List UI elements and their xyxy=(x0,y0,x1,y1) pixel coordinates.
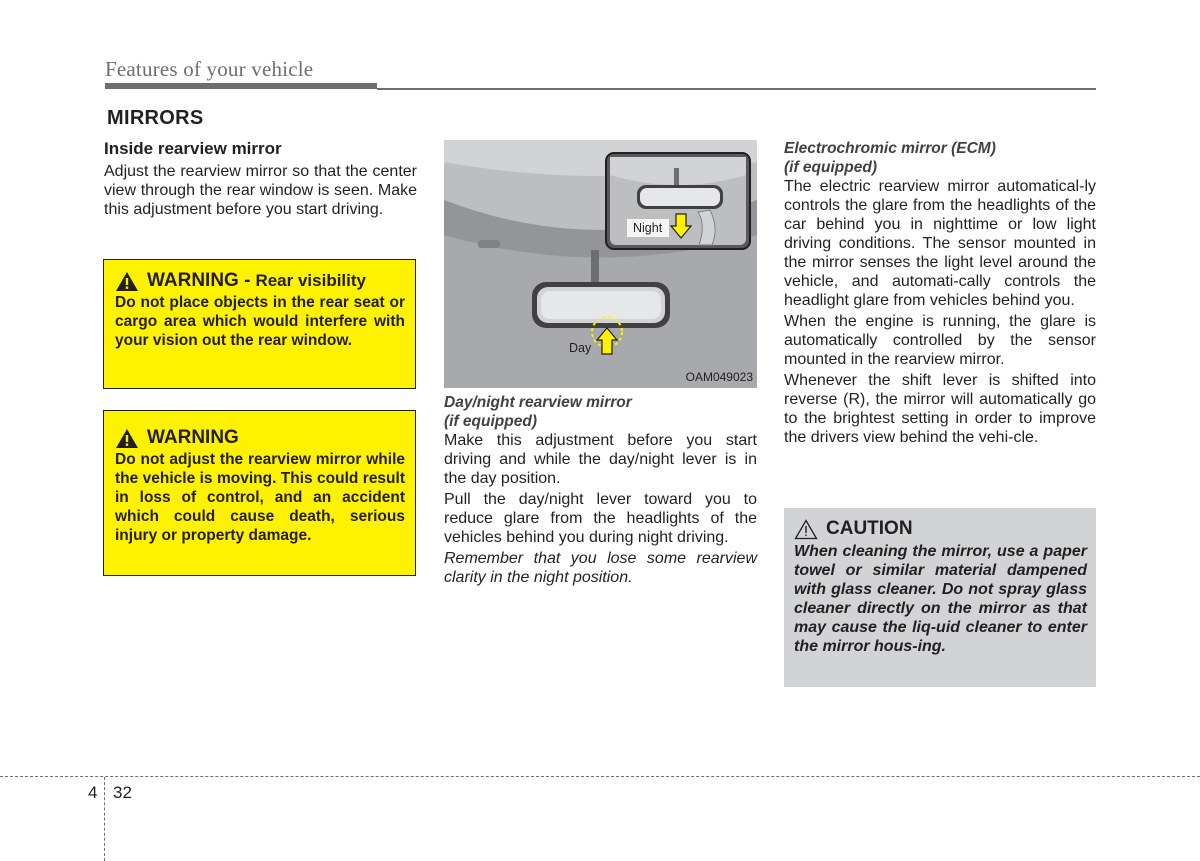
header-rule xyxy=(105,83,377,89)
footer-divider xyxy=(104,777,105,861)
header-rule-thin xyxy=(377,88,1096,90)
warning-label: WARNING - xyxy=(147,270,251,291)
section-header: Features of your vehicle xyxy=(105,57,314,81)
warning-rear-visibility-box xyxy=(103,259,416,389)
caution-title xyxy=(794,518,1087,540)
ecm-para: When the engine is running, the glare is automatically controlled by the sensor mounted in the rearview mirror. xyxy=(784,313,1096,368)
mirror-illustration xyxy=(444,140,757,388)
left-column xyxy=(104,139,417,221)
night-label: Night xyxy=(633,221,663,235)
day-night-para: Make this adjustment before you start driving and while the day/night lever is in the day position. xyxy=(444,432,757,487)
caution-body: When cleaning the mirror, use a paper towel or similar material dampened with glass cleaner. Do not spray glass cleaner directly on the mirror as that may cause the liq-uid cleaner to enter the mirror hous-ing. xyxy=(794,543,1087,655)
ecm-para: Whenever the shift lever is shifted into reverse (R), the mirror will automatically go to the brightest setting in order to improve the drivers view behind the vehi-cle. xyxy=(784,372,1096,446)
figure-code: OAM049023 xyxy=(685,370,753,384)
day-night-para: Pull the day/night lever toward you to reduce glare from the headlights of the vehicles behind you during night driving. xyxy=(444,491,757,546)
caution-label: CAUTION xyxy=(826,518,913,539)
warning-subject: Rear visibility xyxy=(255,271,366,290)
warning-adjust-box xyxy=(103,410,416,576)
inside-mirror-body: Adjust the rearview mirror so that the center view through the rear window is seen. Make this adjustment before you start driving. xyxy=(104,163,417,218)
inside-mirror-heading: Inside rearview mirror xyxy=(104,139,282,158)
rearview-mirror-figure xyxy=(444,140,757,388)
page-title: MIRRORS xyxy=(107,107,204,129)
day-label: Day xyxy=(569,341,592,355)
warning-title xyxy=(115,270,405,292)
middle-column xyxy=(444,393,757,587)
day-night-note: Remember that you lose some rearview clarity in the night position. xyxy=(444,550,757,586)
chapter-number: 4 xyxy=(88,783,98,802)
footer-rule xyxy=(0,776,1200,777)
day-night-heading-line2: (if equipped) xyxy=(444,413,537,430)
caution-box xyxy=(784,508,1096,687)
warning-body: Do not place objects in the rear seat or cargo area which would interfere with your vision out the rear window. xyxy=(115,294,405,349)
day-night-heading-line1: Day/night rearview mirror xyxy=(444,394,632,411)
ecm-heading-line1: Electrochromic mirror (ECM) xyxy=(784,140,996,157)
page-number: 32 xyxy=(113,783,132,802)
warning-title xyxy=(115,427,405,449)
ecm-heading xyxy=(784,139,1096,177)
ecm-heading-line2: (if equipped) xyxy=(784,159,877,176)
warning-label: WARNING xyxy=(147,427,239,448)
warning-triangle-icon xyxy=(115,271,139,292)
ecm-para: The electric rearview mirror automatical-ly controls the glare from the headlights of the car behind you in nighttime or low light driving conditions. The sensor mounted in the mirror senses the light level around the vehicle, and automati-cally controls the headlight glare from vehicles behind you. xyxy=(784,178,1096,309)
day-night-heading xyxy=(444,393,757,431)
warning-body: Do not adjust the rearview mirror while the vehicle is moving. This could result in loss of control, and an accident which could cause death, serious injury or property damage. xyxy=(115,451,405,544)
warning-triangle-icon xyxy=(115,428,139,449)
caution-triangle-icon xyxy=(794,519,818,540)
right-column xyxy=(784,139,1096,449)
